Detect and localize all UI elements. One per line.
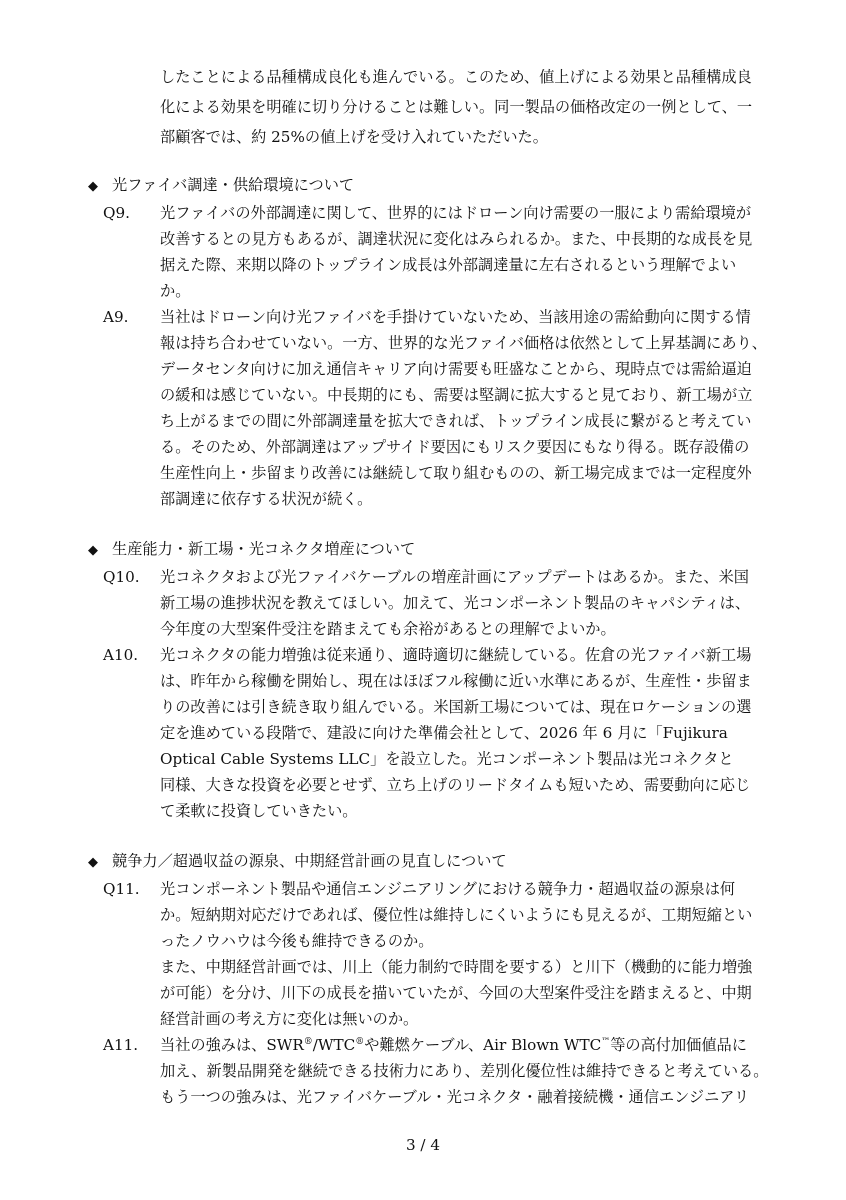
trademark-mark: ™: [601, 1037, 611, 1047]
answer-line: 定を進めている段階で、建設に向けた準備会社として、2026 年 6 月に「Fujikura: [160, 724, 728, 742]
question-line: 新工場の進捗状況を教えてほしい。加えて、光コンポーネント製品のキャパシティは、: [160, 594, 751, 612]
question-line: か。: [160, 282, 191, 300]
question-line: ったノウハウは今後も維持できるのか。: [160, 932, 434, 950]
section-heading-text: 生産能力・新工場・光コネクタ増産について: [112, 540, 416, 558]
intro-line: 部顧客では、約 25%の値上げを受け入れていただいた。: [160, 128, 548, 146]
answer-text: /WTC: [312, 1036, 356, 1054]
answer-line: 同様、大きな投資を必要とせず、立ち上げのリードタイムも短いため、需要動向に応じ: [160, 776, 751, 794]
registered-mark: ®: [355, 1037, 365, 1047]
diamond-bullet-icon: ◆: [88, 543, 98, 558]
question-line: 光コネクタおよび光ファイバケーブルの増産計画にアップデートはあるか。また、米国: [160, 568, 749, 586]
answer-line: 光コネクタの能力増強は従来通り、適時適切に継続している。佐倉の光ファイバ新工場: [160, 646, 752, 664]
answer-line: もう一つの強みは、光ファイバケーブル・光コネクタ・融着接続機・通信エンジニアリ: [160, 1088, 750, 1106]
answer-label: A9.: [103, 308, 129, 326]
section-heading-text: 光ファイバ調達・供給環境について: [112, 176, 355, 194]
question-line: 改善するとの見方もあるが、調達状況に変化はみられるか。また、中長期的な成長を見: [160, 230, 753, 248]
answer-line: 部調達に依存する状況が続く。: [160, 490, 373, 508]
answer-text: 等の高付加価値品に: [610, 1036, 747, 1054]
answer-line: る。そのため、外部調達はアップサイド要因にもリスク要因にもなり得る。既存設備の: [160, 438, 750, 456]
answer-text: や難燃ケーブル、Air Blown WTC: [364, 1036, 602, 1054]
question-line: また、中期経営計画では、川上（能力制約で時間を要する）と川下（機動的に能力増強: [160, 958, 753, 976]
section-heading: [88, 534, 415, 564]
answer-line: 当社はドローン向け光ファイバを手掛けていないため、当該用途の需給動向に関する情: [160, 308, 751, 326]
answer-line: 加え、新製品開発を継続できる技術力にあり、差別化優位性は維持できると考えている。: [160, 1062, 769, 1080]
answer-text: 当社の強みは、SWR: [160, 1036, 304, 1054]
answer-line: Optical Cable Systems LLC」を設立した。光コンポーネント製品は光コネクタと: [160, 750, 734, 768]
intro-line: 化による効果を明確に切り分けることは難しい。同一製品の価格改定の一例として、一: [160, 98, 753, 116]
answer-label: A10.: [103, 646, 139, 664]
answer-line: て柔軟に投資していきたい。: [160, 802, 358, 820]
diamond-bullet-icon: ◆: [88, 855, 98, 870]
answer-line: 報は持ち合わせていない。一方、世界的な光ファイバ価格は依然として上昇基調にあり、: [160, 334, 767, 352]
answer-label: A11.: [103, 1036, 139, 1054]
registered-mark: ®: [303, 1037, 313, 1047]
question-line: が可能）を分け、川下の成長を描いていたが、今回の大型案件受注を踏まえると、中期: [160, 984, 752, 1002]
question-label: Q10.: [103, 568, 140, 586]
intro-line: したことによる品種構成良化も進んでいる。このため、値上げによる効果と品種構成良: [160, 68, 752, 86]
question-line: 経営計画の考え方に変化は無いのか。: [160, 1010, 419, 1028]
answer-line: データセンタ向けに加え通信キャリア向け需要も旺盛なことから、現時点では需給逼迫: [160, 360, 752, 378]
answer-line: りの改善には引き続き取り組んでいる。米国新工場については、現在ロケーションの選: [160, 698, 752, 716]
answer-line: の緩和は感じていない。中長期的にも、需要は堅調に拡大すると見ており、新工場が立: [160, 386, 753, 404]
question-line: 今年度の大型案件受注を踏まえても余裕があるとの理解でよいか。: [160, 620, 616, 638]
question-label: Q11.: [103, 880, 140, 898]
question-line: 光コンポーネント製品や通信エンジニアリングにおける競争力・超過収益の源泉は何: [160, 880, 736, 898]
question-label: Q9.: [103, 204, 130, 222]
section-heading-text: 競争力／超過収益の源泉、中期経営計画の見直しについて: [112, 852, 507, 870]
diamond-bullet-icon: ◆: [88, 179, 98, 194]
section-heading: [88, 170, 354, 200]
question-line: 据えた際、来期以降のトップライン成長は外部調達量に左右されるという理解でよい: [160, 256, 737, 274]
section-heading: [88, 846, 507, 876]
answer-line: ち上がるまでの間に外部調達量を拡大できれば、トップライン成長に繋がると考えてい: [160, 412, 752, 430]
question-line: か。短納期対応だけであれば、優位性は維持しにくいようにも見えるが、工期短縮とい: [160, 906, 753, 924]
answer-line: 生産性向上・歩留まり改善には継続して取り組むものの、新工場完成までは一定程度外: [160, 464, 752, 482]
answer-line: は、昨年から稼働を開始し、現在はほぼフル稼働に近い水準にあるが、生産性・歩留ま: [160, 672, 752, 690]
page-number: 3 / 4: [405, 1136, 441, 1154]
question-line: 光ファイバの外部調達に関して、世界的にはドローン向け需要の一服により需給環境が: [160, 204, 752, 222]
